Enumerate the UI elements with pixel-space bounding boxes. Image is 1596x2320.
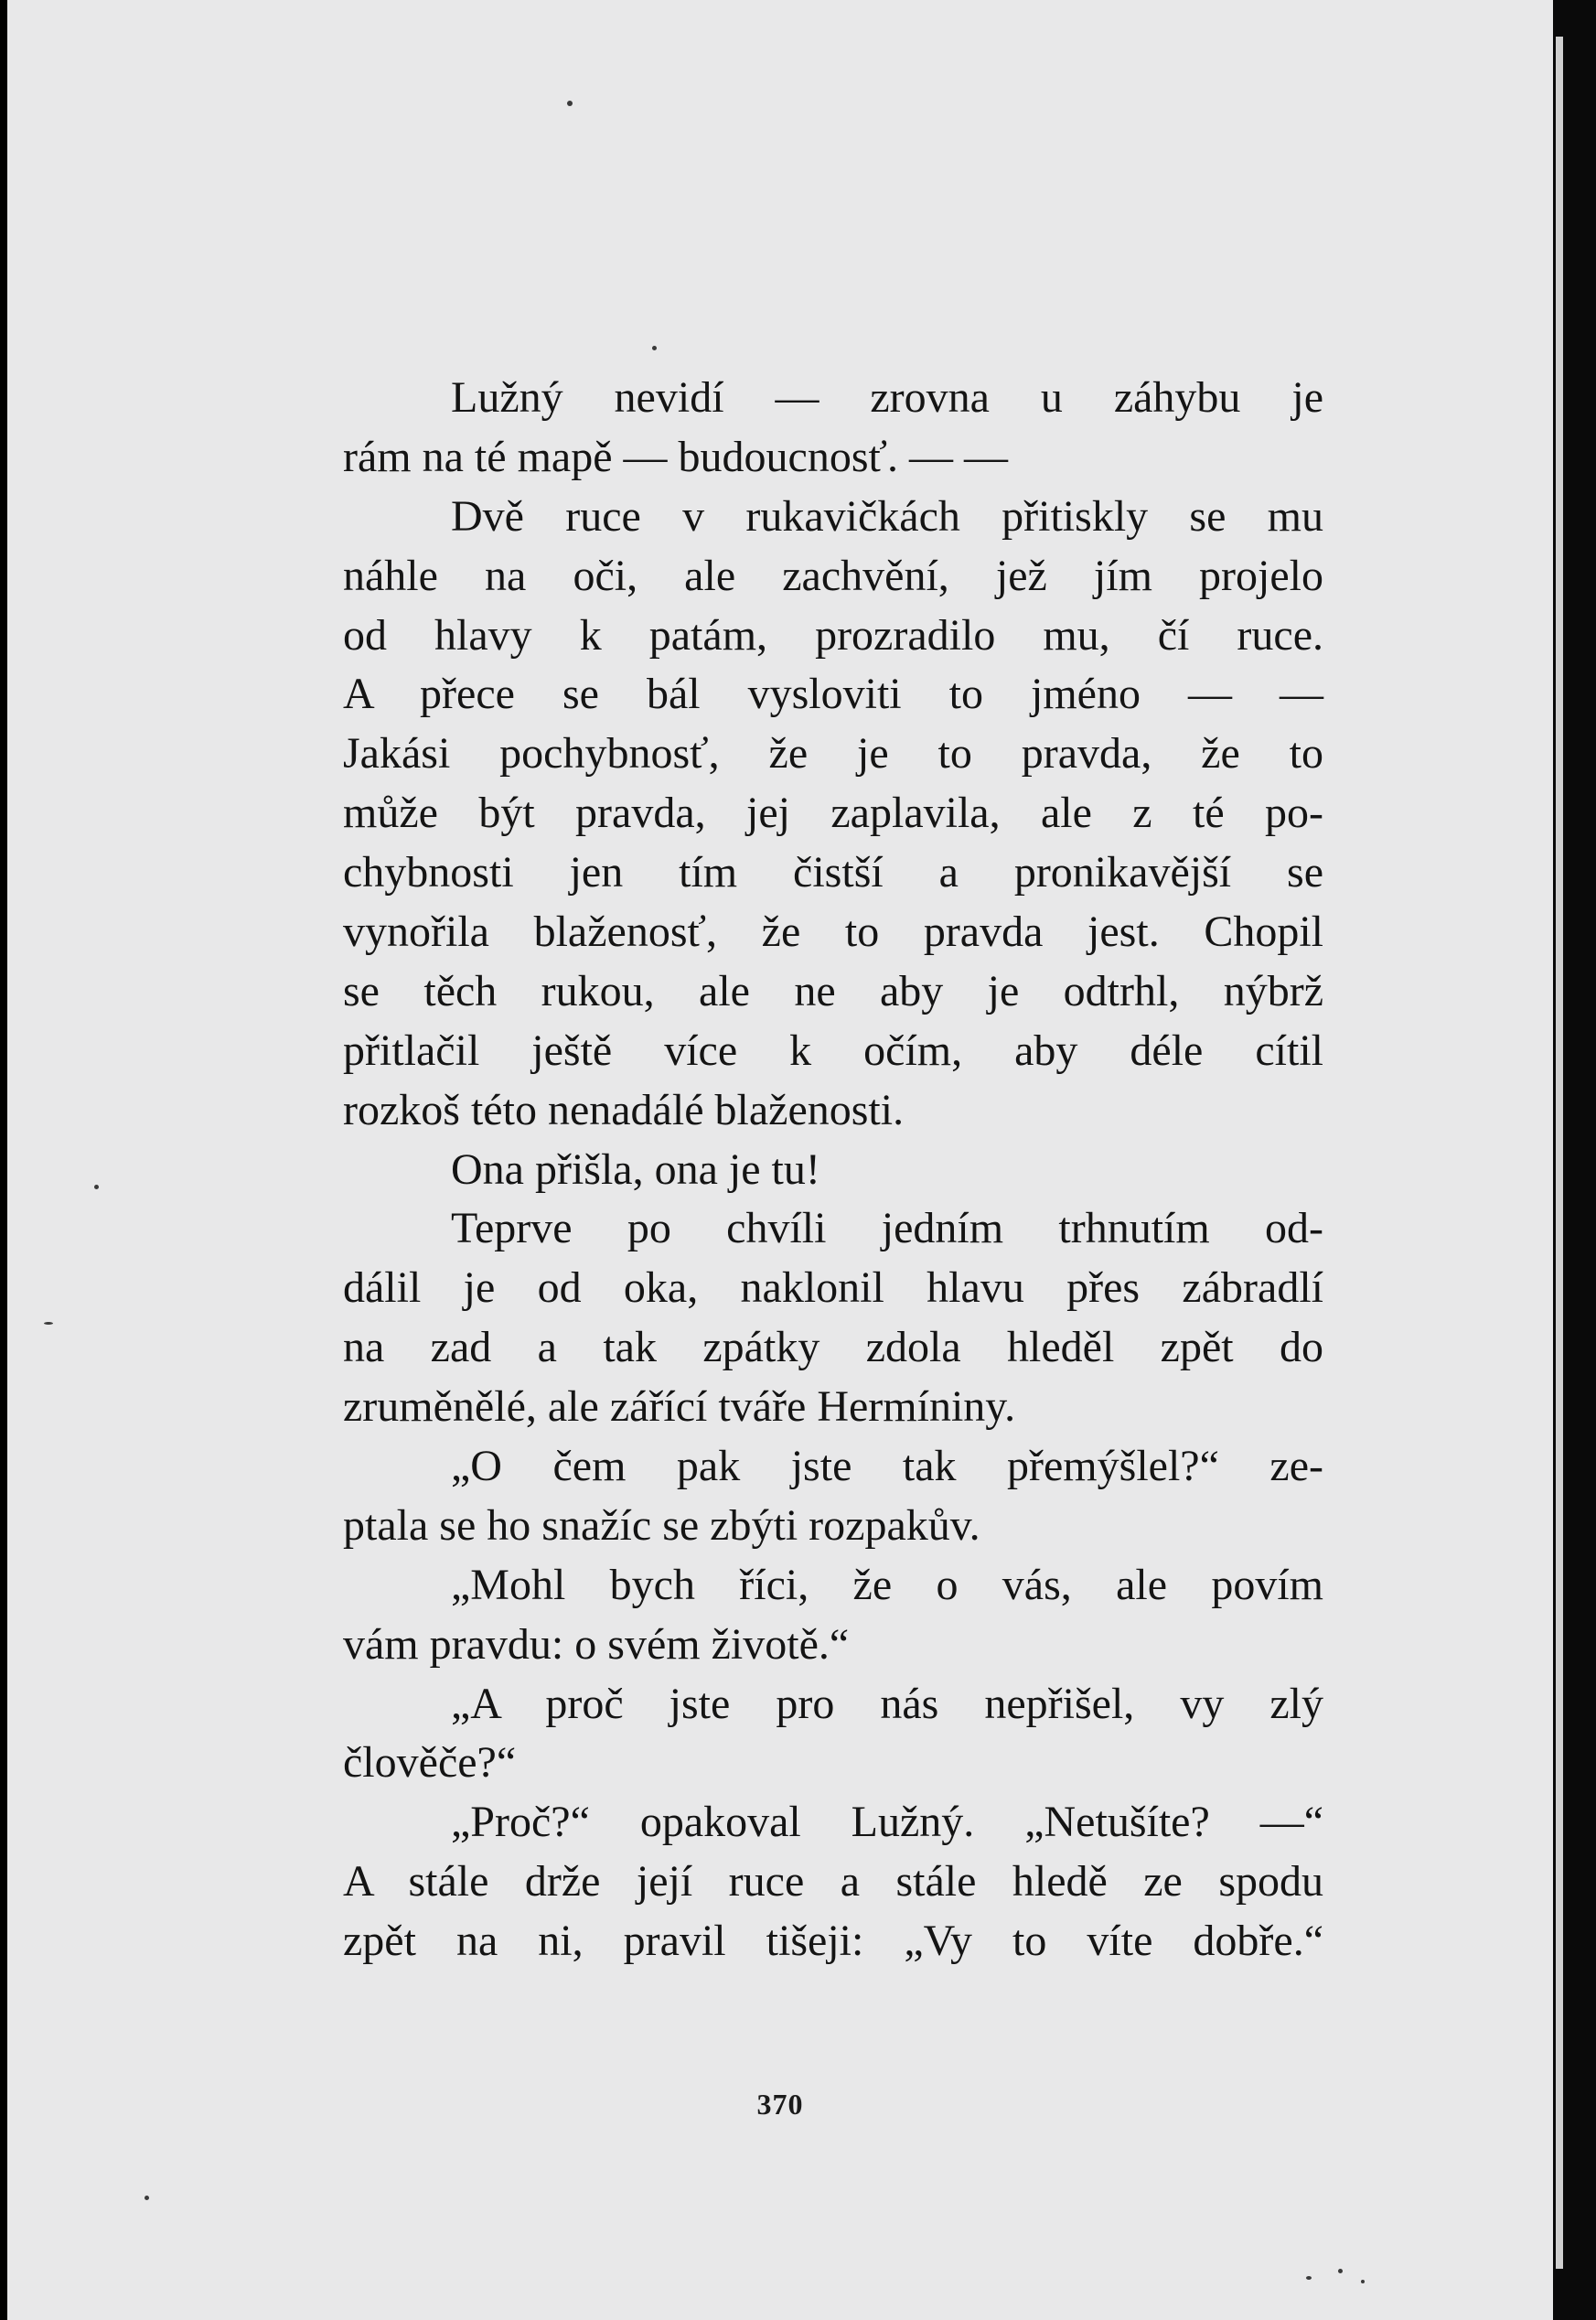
text-line: člověče?“ — [343, 1738, 517, 1788]
text-line: od hlavy k patám, prozradilo mu, čí ruce. — [343, 610, 1323, 660]
scan-speck — [1361, 2280, 1365, 2283]
text-line: Jakási pochybnosť, že je to pravda, že to — [343, 729, 1323, 779]
text-line: přitlačil ještě více k očím, aby déle cítil — [343, 1026, 1323, 1075]
scan-speck — [1306, 2276, 1312, 2280]
text-line: „Proč?“ opakoval Lužný. „Netušíte? —“ — [451, 1798, 1323, 1847]
text-line: může být pravda, jej zaplavila, ale z té po- — [343, 789, 1323, 838]
text-line: A přece se bál vysloviti to jméno — — — [343, 670, 1323, 719]
text-line: se těch rukou, ale ne aby je odtrhl, nýbrž — [343, 966, 1323, 1015]
scan-speck — [145, 2196, 149, 2200]
text-line: „A proč jste pro nás nepřišel, vy zlý — [451, 1679, 1323, 1728]
text-line: Teprve po chvíli jedním trhnutím od- — [451, 1204, 1323, 1253]
text-line: rám na té mapě — budoucnosť. — — — [343, 432, 1009, 481]
scan-speck — [652, 346, 657, 350]
text-line: ptala se ho snažíc se zbýti rozpakův. — [343, 1500, 980, 1550]
text-line: A stále drže její ruce a stále hledě ze spodu — [343, 1857, 1323, 1906]
page-number: 370 — [756, 2088, 804, 2121]
page-edge-sliver — [1556, 37, 1563, 2269]
text-line: „O čem pak jste tak přemýšlel?“ ze- — [451, 1442, 1323, 1491]
text-line: na zad a tak zpátky zdola hleděl zpět do — [343, 1323, 1323, 1372]
scan-speck — [1338, 2269, 1343, 2273]
text-line: chybnosti jen tím čistší a pronikavější se — [343, 848, 1323, 897]
text-line: vynořila blaženosť, že to pravda jest. Chopil — [343, 908, 1323, 957]
scan-speck — [567, 101, 573, 106]
next-page-edge — [1553, 0, 1596, 2320]
page-text — [343, 369, 1323, 1971]
scan-speck — [94, 1185, 99, 1189]
text-line: Dvě ruce v rukavičkách přitiskly se mu — [451, 491, 1323, 541]
text-line: zruměnělé, ale zářící tváře Hermíniny. — [343, 1382, 1016, 1432]
text-line: dálil je od oka, naklonil hlavu přes zábradlí — [343, 1263, 1323, 1313]
text-line: Lužný nevidí — zrovna u záhybu je — [451, 373, 1323, 422]
text-line: Ona přišla, ona je tu! — [451, 1144, 820, 1194]
text-line: zpět na ni, pravil tišeji: „Vy to víte dobře.“ — [343, 1917, 1323, 1966]
text-line: rozkoš této nenadálé blaženosti. — [343, 1085, 905, 1134]
text-line: náhle na oči, ale zachvění, jež jím projelo — [343, 551, 1323, 600]
text-line: „Mohl bych říci, že o vás, ale povím — [451, 1560, 1323, 1609]
text-line: vám pravdu: o svém životě.“ — [343, 1619, 850, 1669]
book-page — [7, 0, 1553, 2320]
scan-speck — [44, 1322, 53, 1325]
